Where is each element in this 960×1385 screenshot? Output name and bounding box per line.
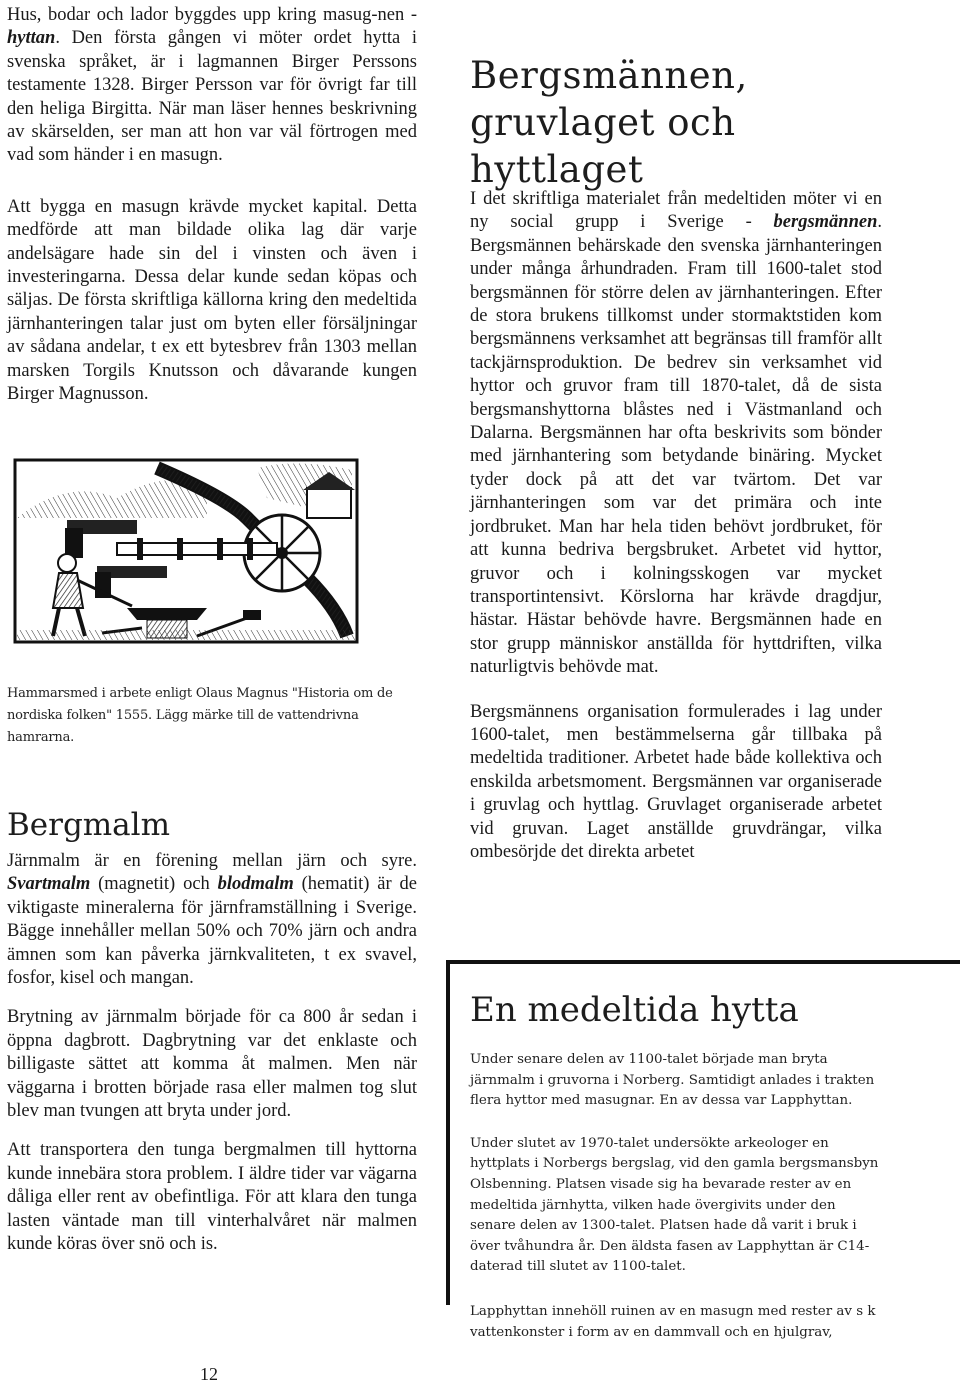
- bm1-text-b: (magnetit) och: [90, 874, 218, 895]
- bergmalm-paragraph-3: Att transportera den tunga bergmalmen till hyttorna kunde innebära stora problem. I äldre tider var vägarna dåliga eller rent av obefintliga. För att klara den tunga lasten väntade man till vinterhalvåret när malmen kunde köras över snö och is.: [7, 1140, 417, 1255]
- intro-text-a: Hus, bodar och lador byggdes upp kring masug-nen -: [7, 5, 417, 25]
- bergsmannen-heading: Bergsmännen, gruvlaget och hyttlaget: [470, 54, 748, 191]
- box-left-rule: [446, 960, 450, 1305]
- box-paragraph-3: Lapphyttan innehöll ruinen av en masugn med rester av s k vattenkonster i form av en dammvall och en hjulgrav,: [470, 1303, 876, 1340]
- intro-emphasis: hyttan: [7, 28, 56, 49]
- woodcut-illustration: [7, 458, 387, 672]
- intro-paragraph: [7, 4, 417, 168]
- blodmalm-term: blodmalm: [217, 874, 294, 895]
- bergsmannen-paragraph-2: Bergsmännens organisation formulerades i lag under 1600-talet, men bestämmelserna går tillbaka på medeltida traditioner. Arbetet hade både kollektiva och enskilda arbetsmoment. Bergsmännen var organiserade i gruvlag och hyttlag. Gruvlaget organiserade arbetet vid gruvan. Laget anställde gruvdrängar, vilka ombesörjde det direkta arbetet: [470, 701, 882, 862]
- left-column: [7, 4, 417, 407]
- box-paragraph-2: Under slutet av 1970-talet undersökte arkeologer en hyttplats i Norbergs bergslag, vid den gamla bergsmansbyn Olsbenning. Platsen visade sig ha bevarade rester av en medeltida järnhytta, vilken hade övergivits under den senare delen av 1300-talet. Platsen hade då varit i bruk i över tvåhundra år. Den äldsta fasen av Lapphyttan är C14-daterad till slutet av 1100-talet.: [470, 1135, 879, 1275]
- page-number: 12: [200, 1364, 218, 1384]
- bergmalm-heading: Bergmalm: [7, 807, 170, 843]
- svartmalm-term: Svartmalm: [7, 874, 91, 895]
- medeltida-hytta-box: [470, 988, 885, 1343]
- bergsmannen-paragraph-1: [470, 188, 882, 680]
- bm1-text-c: (hematit) är de viktigaste mineralerna för järnframställning i Sverige. Bägge innehåller mellan 50% och 70% järn och andra ämnen som kan påverka järnkvaliteten, t ex svavel, fosfor, kisel och mangan.: [7, 874, 418, 989]
- illustration-caption: Hammarsmed i arbete enligt Olaus Magnus "Historia om de nordiska folken" 1555. Lägg märke till de vattendrivna hamrarna.: [7, 686, 393, 745]
- capital-paragraph: Att bygga en masugn krävde mycket kapital. Detta medförde att man bildade olika lag där varje andelsägare hade sin del i vinsten och även i investeringarna. Dessa delar kunde sedan köpas och säljas. De första skriftliga källorna kring den medeltida järnhanteringen talar just om byten eller försäljningar av sådana andelar, t ex ett bytesbrev från 1303 mellan marsken Torgils Knutsson och dåvarande kungen Birger Magnusson.: [7, 196, 417, 405]
- bergsmannen-term: bergsmännen: [773, 212, 878, 233]
- box-top-rule: [446, 960, 960, 964]
- bm1-text-a: Järnmalm är en förening mellan järn och syre.: [7, 851, 417, 871]
- box-paragraph-1: Under senare delen av 1100-talet började man bryta järnmalm i gruvorna i Norberg. Samtidigt anlades i trakten flera hyttor med masugnar. En av dessa var Lapphyttan.: [470, 1052, 875, 1109]
- bergmalm-section: [7, 805, 417, 1257]
- rp1-text-a: I det skriftliga materialet från medeltiden möter vi en ny social grupp i Sverige -: [470, 189, 882, 233]
- intro-text-b: . Den första gången vi möter ordet hytta i svenska språket, är i lagmannen Birger Perssons testamente 1328. Birger Persson var för övrigt far till den heliga Birgitta. När man läser hennes beskrivning av skärselden, ser man att hon var väl förtrogen med vad som händer i en masugn.: [7, 28, 417, 166]
- bergmalm-paragraph-2: Brytning av järnmalm började för ca 800 år sedan i öppna dagbrott. Dagbrytning var det enklaste och billigaste sättet att komma åt malmen. Men när väggarna i brotten började rasa eller malmen tog slut blev man tvungen att bryta under jord.: [7, 1007, 417, 1122]
- bergmalm-paragraph-1: [7, 850, 417, 990]
- right-column: [470, 188, 882, 864]
- box-heading: En medeltida hytta: [470, 990, 799, 1030]
- rp1-text-b: . Bergsmännen behärskade den svenska järnhanteringen under många århundraden. Fram till 1600-talet stod bergsmännen för större delen av järnhanteringen. Efter de stora brukens tillkomst under stormaktstiden kom bergsmännens verksamhet att begränsas till framför allt tackjärnsproduktion. De bedrev sin verksamhet vid hyttor och gruvor fram till 1870-talet, då de sista bergsmanshyttorna blåstes ned i Västmanland och Dalarna. Bergsmännen har ofta beskrivits som bönder med järnhantering som betydande binäring. Mycket tyder dock på att det var tvärtom. Det var järnhanteringen som var det primära och inte jordbruket. Man har hela tiden behövt jordbruket, för att kunna bedriva bergsbruket. Arbetet vid hyttor, gruvor och i kolningsskogen var mycket transportintensivt. Körslorna har krävde dragdjur, hästar. Hästar behövde havre. Bergsmännen hade en stor grupp människor anställda för hyttdriften, vilka naturligtvis behövde mat.: [470, 212, 882, 678]
